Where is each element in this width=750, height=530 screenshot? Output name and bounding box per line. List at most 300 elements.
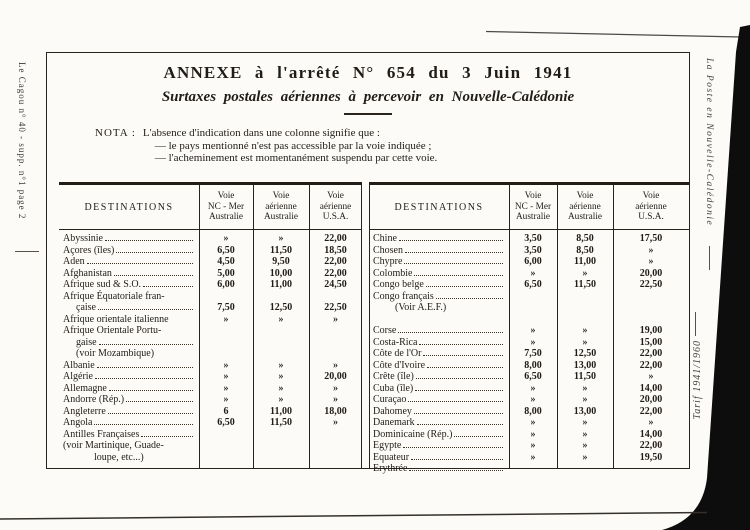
destination-text: (voir Mozambique)	[76, 348, 155, 359]
destination-text: Cuba (île)	[373, 382, 414, 394]
dot-leader	[436, 298, 503, 299]
destination-text: Afrique Orientale Portu-	[63, 325, 162, 336]
destination-cell	[59, 233, 199, 245]
column-rule	[361, 185, 362, 468]
destination-cell	[369, 279, 509, 291]
rate-cell: »	[582, 336, 588, 348]
table-row	[59, 406, 362, 418]
rate-cell: »	[530, 382, 536, 394]
destination-text: Egypte	[373, 440, 402, 451]
column-header-line: aérienne	[635, 201, 667, 212]
rate-cell: »	[530, 267, 536, 279]
destination-cell	[369, 394, 509, 406]
margin-note-right-bottom: Tarif 1941/1960	[692, 340, 703, 420]
rate-cell: 14,00	[639, 382, 663, 394]
content-frame	[46, 52, 690, 474]
destination-text: Erythrée	[373, 463, 408, 474]
destination-line	[373, 394, 506, 406]
dot-leader	[426, 286, 503, 287]
rate-cell: 22,00	[324, 233, 347, 244]
rate-cell: 6,00	[524, 256, 542, 267]
destination-text: Algérie	[63, 371, 93, 382]
dot-leader	[143, 286, 193, 287]
rate-cell: 22,50	[639, 279, 663, 290]
margin-note-right-top: La Poste en Nouvelle-Calédonie	[704, 58, 714, 227]
destination-text: gaise	[76, 336, 97, 348]
destination-text: Crête (île)	[373, 371, 414, 382]
column-header-destinations: DESTINATIONS	[84, 201, 174, 213]
dot-leader	[427, 367, 503, 368]
rate-cell: 6	[223, 405, 229, 417]
destination-cell	[59, 371, 199, 383]
rate-cell: 24,50	[324, 279, 347, 290]
rate-cell: »	[582, 325, 588, 336]
dot-leader	[403, 447, 503, 448]
destination-text: Açores (îles)	[63, 244, 115, 256]
rate-cell: 6,50	[217, 417, 235, 428]
destination-line	[63, 256, 196, 268]
destination-text: Curaçao	[373, 394, 407, 405]
column-rule	[613, 185, 614, 468]
destination-line	[63, 245, 196, 257]
rate-cell: 3,50	[524, 233, 542, 244]
rate-cell: »	[648, 244, 654, 256]
table-row	[369, 325, 689, 337]
table-row	[59, 417, 362, 429]
dot-leader	[97, 367, 193, 368]
table-row	[369, 348, 689, 360]
dot-leader	[414, 413, 503, 414]
destination-line	[373, 302, 506, 314]
rate-cell: 8,50	[576, 233, 594, 244]
column-header-line: aérienne	[265, 201, 297, 212]
dot-leader	[416, 378, 503, 379]
rate-cell: 20,00	[639, 394, 663, 405]
rate-cell: 11,00	[270, 405, 292, 417]
table-row	[59, 245, 362, 257]
rate-cell: 18,00	[324, 405, 347, 417]
destination-text: Afrique sud & S.O.	[63, 279, 142, 290]
rate-cell: »	[530, 417, 536, 428]
destination-text: Angola	[63, 417, 93, 428]
rate-cell: »	[582, 440, 588, 451]
rate-cell: »	[648, 417, 654, 428]
rate-cell: »	[333, 313, 338, 325]
rate-cell: 11,50	[574, 371, 596, 382]
rate-cell: 8,00	[524, 359, 542, 371]
dot-leader	[419, 344, 503, 345]
rate-cell: 11,50	[574, 279, 596, 290]
rate-cell: »	[582, 382, 588, 394]
dot-leader	[114, 275, 193, 276]
rate-cell: »	[223, 371, 229, 382]
destination-line	[63, 394, 196, 406]
dot-leader	[408, 401, 503, 402]
rate-cell: 6,50	[524, 279, 542, 290]
table-header	[59, 185, 362, 230]
dot-leader	[87, 263, 193, 264]
dot-leader	[94, 424, 193, 425]
rate-cell: 6,50	[217, 244, 235, 256]
dot-leader	[399, 240, 503, 241]
rate-cell: 8,50	[576, 244, 594, 256]
column-rule	[369, 185, 370, 468]
table-row	[369, 394, 689, 406]
column-header-line: Australie	[263, 212, 299, 223]
dot-leader	[116, 252, 193, 253]
destination-cell	[369, 337, 509, 349]
table-row	[59, 360, 362, 372]
rate-cell: 22,00	[324, 267, 347, 279]
destination-text: Aden	[63, 256, 85, 267]
destination-cell	[59, 279, 199, 291]
rate-cell: »	[582, 428, 588, 440]
rate-cell: 11,50	[270, 417, 292, 428]
destination-cell	[369, 233, 509, 245]
column-header-voie	[509, 185, 557, 229]
table-row	[369, 383, 689, 395]
table-row	[369, 360, 689, 372]
destination-line	[373, 245, 506, 257]
margin-note-left: Le Cagou n° 40 - supp. n°1 page 2	[17, 62, 27, 220]
destination-line	[373, 337, 506, 349]
rate-cell: »	[530, 440, 536, 451]
column-header-voie	[613, 185, 689, 229]
rate-cell: »	[223, 382, 229, 394]
rate-cell: »	[530, 451, 536, 463]
destination-line	[63, 325, 196, 337]
destination-line	[373, 371, 506, 383]
rate-cell: 22,00	[324, 256, 347, 267]
rate-cell: 19,50	[639, 451, 663, 463]
table-row	[369, 268, 689, 280]
column-header-destinations: DESTINATIONS	[394, 201, 484, 213]
destination-line	[63, 371, 196, 383]
rate-cell: 20,00	[324, 371, 347, 382]
rate-cell: 8,00	[524, 405, 542, 417]
dot-leader	[141, 436, 193, 437]
table-row	[369, 291, 689, 314]
rate-cell: 12,50	[573, 348, 597, 359]
destination-cell	[59, 394, 199, 406]
table-row	[59, 233, 362, 245]
destination-line	[373, 429, 506, 441]
destination-text: Chypre	[373, 256, 403, 267]
rate-cell: »	[582, 417, 588, 428]
dot-leader	[99, 344, 193, 345]
destination-line	[373, 325, 506, 337]
column-header-line: Voie	[642, 190, 660, 201]
destination-line	[63, 268, 196, 280]
destination-text: Congo français	[373, 290, 434, 302]
table-row	[59, 429, 362, 464]
table-row	[369, 406, 689, 418]
column-header-voie	[253, 185, 309, 229]
rate-cell: 22,00	[639, 348, 663, 359]
rate-cell: 9,50	[272, 256, 290, 267]
destination-text: Congo belge	[373, 279, 424, 290]
rate-cell: »	[278, 233, 284, 244]
column-header-line: Australie	[515, 212, 551, 223]
table-row	[369, 233, 689, 245]
nota-body	[143, 127, 437, 165]
dot-leader	[454, 436, 503, 437]
column-rule	[253, 185, 254, 468]
column-header-line: NC - Mer	[207, 201, 245, 212]
table-row	[59, 279, 362, 291]
dot-leader	[126, 401, 193, 402]
destination-line	[63, 233, 196, 245]
rate-cell: 13,00	[573, 405, 597, 417]
destination-cell	[59, 268, 199, 280]
table-row	[59, 394, 362, 406]
table-row	[369, 463, 689, 475]
rate-cell: 22,00	[639, 405, 663, 417]
destination-text: Andorre (Rép.)	[63, 394, 125, 405]
destination-cell	[59, 360, 199, 372]
rate-cell: 6,50	[524, 371, 542, 382]
table-row	[369, 337, 689, 349]
destination-cell	[369, 371, 509, 383]
dot-leader	[398, 332, 503, 333]
rate-cell: »	[582, 451, 588, 463]
destination-line	[63, 452, 196, 464]
destination-cell	[369, 440, 509, 452]
destination-line	[63, 348, 196, 360]
rate-cell: 11,50	[270, 244, 292, 256]
page-subtitle: Surtaxes postales aériennes à percevoir en Nouvelle-Calédonie	[161, 89, 575, 105]
destination-cell	[59, 383, 199, 395]
destination-text: Angleterre	[63, 405, 106, 417]
rate-cell: 10,00	[269, 267, 293, 279]
destination-line	[373, 463, 506, 475]
destination-line	[63, 406, 196, 418]
destination-line	[373, 383, 506, 395]
rate-cell: 22,00	[639, 359, 663, 371]
destination-text: Colombie	[373, 267, 413, 279]
rate-cell: 7,50	[217, 302, 235, 313]
destination-cell	[369, 245, 509, 257]
destination-line	[373, 452, 506, 464]
rate-cell: »	[278, 382, 284, 394]
rate-cell: 22,00	[639, 440, 663, 451]
table-row	[369, 314, 689, 326]
rate-cell: »	[530, 394, 536, 405]
rate-cell: 4,50	[217, 256, 235, 267]
rate-cell: 11,00	[270, 279, 292, 290]
destination-line	[63, 440, 196, 452]
rate-cell: 15,00	[639, 336, 663, 348]
destination-line	[63, 417, 196, 429]
rate-cell: »	[278, 394, 284, 405]
destination-line	[63, 279, 196, 291]
destination-text: Afrique Équatoriale fran-	[63, 290, 165, 302]
destination-line	[63, 291, 196, 303]
column-rule	[557, 185, 558, 468]
rate-cell: »	[582, 394, 588, 405]
rate-cell: 22,50	[324, 302, 347, 313]
destination-cell	[59, 429, 199, 464]
destination-text: (Voir A.E.F.)	[395, 302, 447, 313]
destination-text: Corse	[373, 325, 397, 336]
destination-line	[373, 233, 506, 245]
column-header-line: Voie	[217, 190, 235, 201]
destination-text: Afrique orientale italienne	[63, 313, 169, 325]
destination-text: Costa-Rica	[373, 336, 418, 348]
destination-cell	[59, 417, 199, 429]
dot-leader	[95, 378, 193, 379]
rate-cell: 3,50	[524, 244, 542, 256]
rate-cell: 19,00	[639, 325, 663, 336]
margin-dash-left	[15, 251, 39, 252]
rate-cell: 6,00	[217, 279, 235, 290]
destination-cell	[369, 325, 509, 337]
destination-text: Allemagne	[63, 382, 107, 394]
destination-text: Antilles Françaises	[63, 428, 140, 440]
rate-cell: »	[223, 313, 229, 325]
table-row	[369, 440, 689, 452]
rate-cell: »	[530, 428, 536, 440]
dot-leader	[109, 390, 193, 391]
destination-cell	[59, 256, 199, 268]
table-header	[369, 185, 689, 230]
column-header-line: aérienne	[319, 201, 352, 212]
nota-intro: L'absence d'indication dans une colonne signifie que :	[142, 127, 380, 139]
destination-line	[373, 360, 506, 372]
rate-cell: 11,00	[574, 256, 596, 267]
rate-cell: »	[278, 359, 284, 371]
column-header-line: U.S.A.	[638, 212, 664, 223]
nota-item: — l'acheminement est momentanément suspendu par cette voie.	[154, 152, 438, 164]
margin-dash-right-bottom	[695, 312, 696, 336]
destination-cell	[59, 325, 199, 360]
destination-line	[63, 314, 196, 326]
rate-cell: »	[223, 359, 229, 371]
rate-cell: »	[582, 267, 588, 279]
table-row	[369, 245, 689, 257]
destination-text: Danemark	[373, 417, 415, 428]
destination-cell	[369, 291, 509, 314]
table-row	[369, 417, 689, 429]
table-row	[369, 429, 689, 441]
table-body	[59, 230, 362, 468]
destination-cell	[369, 452, 509, 464]
destination-line	[373, 417, 506, 429]
destination-text: Afghanistan	[63, 267, 112, 279]
destination-line	[63, 429, 196, 441]
rate-cell: 18,50	[324, 244, 347, 256]
destination-cell	[369, 406, 509, 418]
rate-cell: »	[648, 371, 654, 382]
nota-label: NOTA :	[95, 127, 136, 139]
column-header-line: NC - Mer	[514, 201, 552, 212]
destination-line	[63, 337, 196, 349]
table-row	[59, 325, 362, 360]
column-header-voie	[309, 185, 362, 229]
rates-table-right	[369, 182, 689, 474]
column-header-line: Voie	[576, 190, 594, 201]
table-row	[369, 371, 689, 383]
dot-leader	[98, 309, 193, 310]
table-row	[369, 279, 689, 291]
destination-text: Dominicaine (Rép.)	[373, 428, 453, 440]
page-title: ANNEXE à l'arrêté N° 654 du 3 Juin 1941	[163, 63, 573, 82]
table-row	[59, 314, 362, 326]
rate-cell: »	[333, 417, 338, 428]
destination-text: Côte de l'Or	[373, 348, 422, 359]
rate-cell: »	[278, 371, 284, 382]
rate-cell: »	[333, 394, 338, 405]
destination-text: loupe, etc...)	[94, 451, 144, 463]
destination-line	[63, 360, 196, 372]
destination-text: (voir Martinique, Guade-	[63, 440, 164, 451]
destination-cell	[59, 245, 199, 257]
table-row	[59, 256, 362, 268]
column-rule	[309, 185, 310, 468]
table-row	[369, 452, 689, 464]
rate-cell: »	[530, 325, 536, 336]
dot-leader	[105, 240, 193, 241]
destination-text: Chine	[373, 233, 397, 244]
rate-cell: »	[223, 394, 229, 405]
dot-leader	[417, 424, 503, 425]
table-row	[59, 383, 362, 395]
destination-cell	[369, 360, 509, 372]
column-header-line: Australie	[567, 212, 603, 223]
destination-text: Chosen	[373, 244, 403, 256]
rates-table-left	[59, 182, 362, 468]
column-rule	[509, 185, 510, 468]
table-row	[59, 371, 362, 383]
column-header-voie	[557, 185, 613, 229]
rate-cell: »	[333, 359, 338, 371]
column-rule	[199, 185, 200, 468]
destination-line	[63, 383, 196, 395]
destination-cell	[369, 463, 509, 475]
column-header-line: Voie	[272, 190, 290, 201]
destination-line	[373, 406, 506, 418]
destination-cell	[369, 429, 509, 441]
rate-cell: »	[333, 382, 338, 394]
margin-dash-right-top	[709, 246, 710, 270]
destination-cell	[369, 268, 509, 280]
dot-leader	[411, 459, 503, 460]
dot-leader	[404, 263, 503, 264]
dot-leader	[405, 252, 503, 253]
destination-cell	[59, 406, 199, 418]
column-header-line: Voie	[327, 190, 344, 201]
column-header-voie	[199, 185, 253, 229]
page-bottom-fold-line	[0, 513, 707, 520]
dot-leader	[415, 390, 503, 391]
column-header-line: Australie	[208, 212, 244, 223]
table-row	[59, 268, 362, 280]
destination-text: Abyssinie	[63, 233, 103, 244]
column-header-line: Voie	[524, 190, 542, 201]
destination-line	[373, 268, 506, 280]
rate-cell: »	[223, 233, 229, 244]
destination-line	[373, 440, 506, 452]
destination-text: Albanie	[63, 359, 95, 371]
rate-cell: »	[530, 336, 536, 348]
destination-cell	[369, 383, 509, 395]
rate-cell: 7,50	[524, 348, 542, 359]
destination-line	[373, 291, 506, 303]
dot-leader	[423, 355, 503, 356]
page-top-edge-line	[486, 32, 741, 38]
destination-text: Dahomey	[373, 405, 412, 417]
rate-cell: 12,50	[269, 302, 293, 313]
